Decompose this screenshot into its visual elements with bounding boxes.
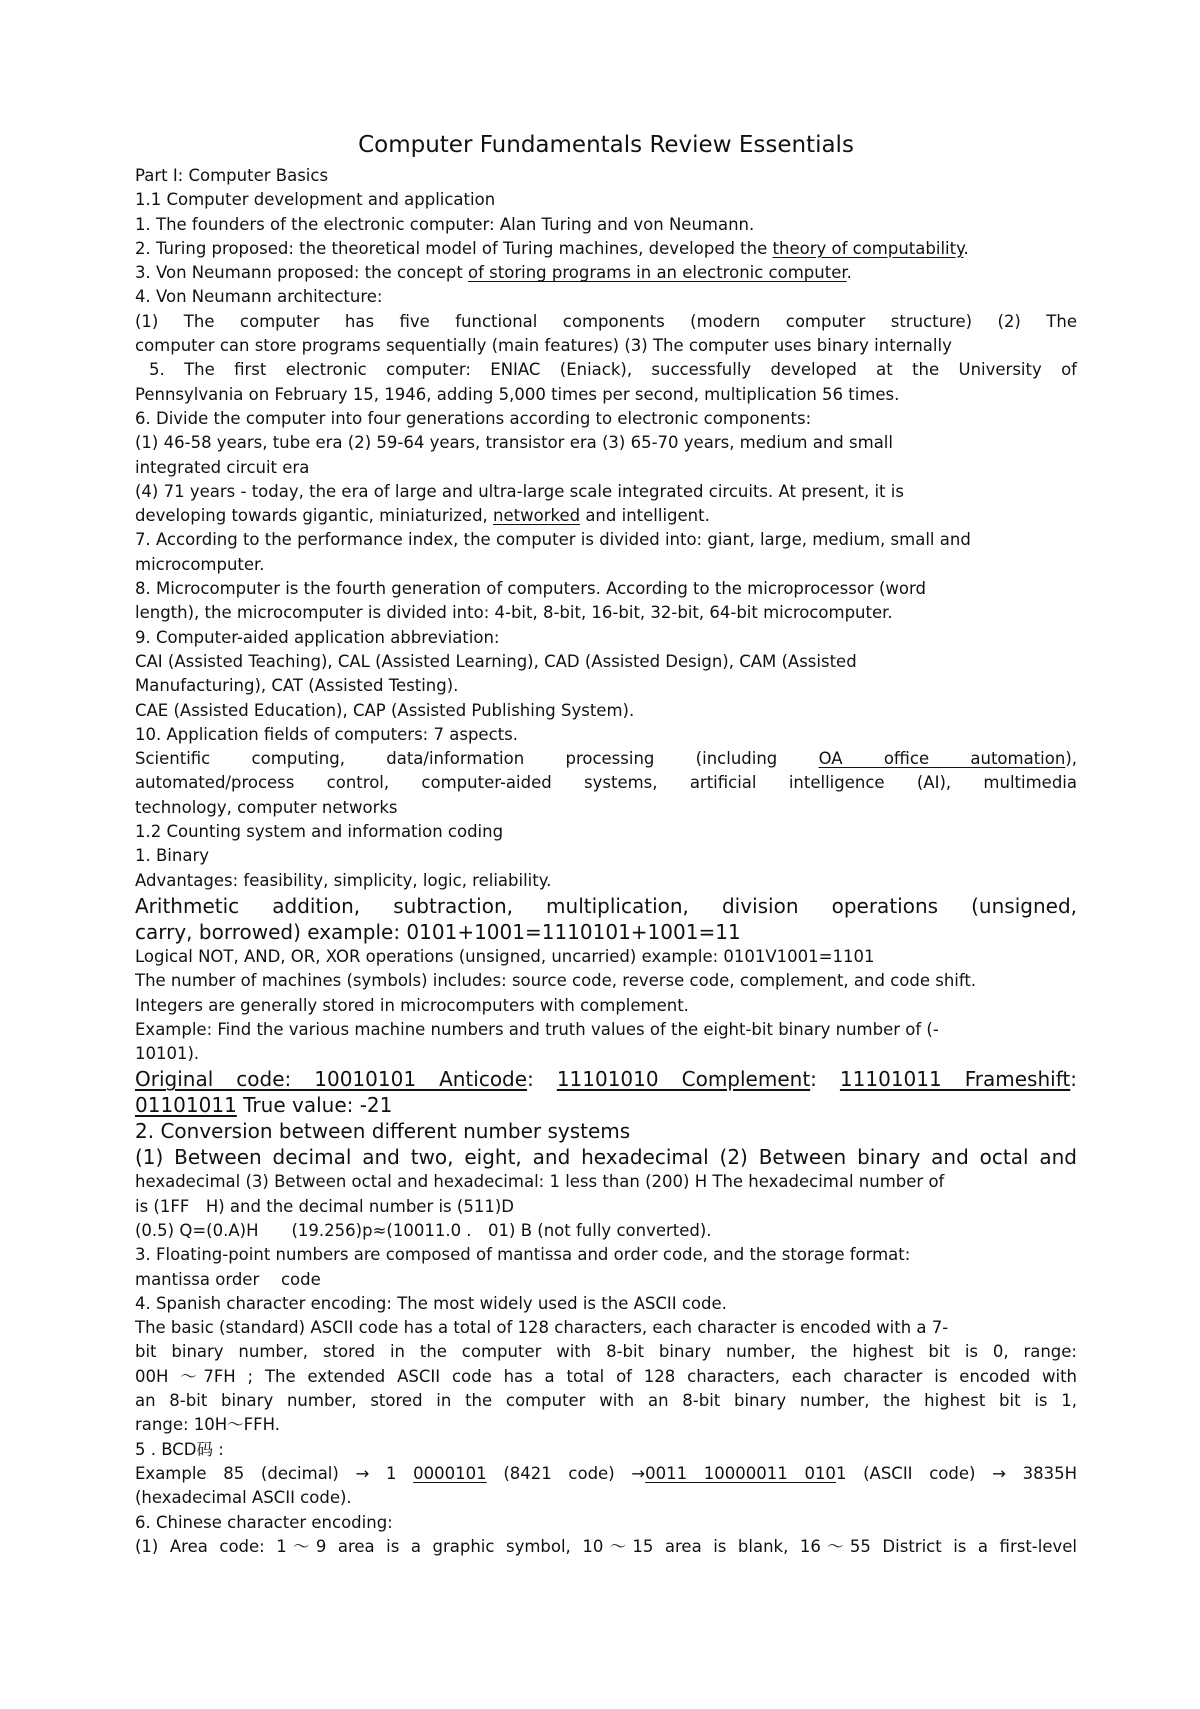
text-line: (0.5) Q=(0.A)H (19.256)p≈(10011.0 . 01) B (not fully converted). bbox=[135, 1220, 712, 1240]
text-line: CAE (Assisted Education), CAP (Assisted Publishing System). bbox=[135, 700, 635, 720]
text-line: 2. Conversion between different number systems bbox=[135, 1119, 631, 1144]
section-heading: 1.1 Computer development and application bbox=[135, 190, 496, 210]
text-line: range: 10H～FFH. bbox=[135, 1415, 281, 1435]
text-line: computer can store programs sequentially (main features) (3) The computer uses binary internally bbox=[135, 336, 952, 356]
text-line: CAI (Assisted Teaching), CAL (Assisted Learning), CAD (Assisted Design), CAM (Assisted bbox=[135, 651, 857, 671]
underlined-term: 0011 10000011 010 bbox=[645, 1463, 836, 1483]
machine-code-line: Original code: 10010101 Anticode: 11101010 Complement: 11101011 Frameshift: bbox=[135, 1067, 1077, 1092]
text-line: 7. According to the performance index, the computer is divided into: giant, large, medium, small and bbox=[135, 530, 971, 550]
text-line: Advantages: feasibility, simplicity, logic, reliability. bbox=[135, 870, 552, 890]
text-line: (1) Between decimal and two, eight, and hexadecimal (2) Between binary and octal and bbox=[135, 1145, 1077, 1170]
underlined-term: 11101011 Frameshift bbox=[839, 1067, 1071, 1092]
text-line: Logical NOT, AND, OR, XOR operations (unsigned, uncarried) example: 0101V1001=1101 bbox=[135, 946, 875, 966]
underlined-term: Original code: 10010101 Anticode bbox=[135, 1067, 528, 1092]
text-line: automated/process control, computer-aided systems, artificial intelligence (AI), multimedia bbox=[135, 773, 1077, 793]
text-line: bit binary number, stored in the computer with 8-bit binary number, the highest bit is 0, range: bbox=[135, 1342, 1077, 1362]
text-line: an 8-bit binary number, stored in the computer with an 8-bit binary number, the highest bit is 1, bbox=[135, 1391, 1077, 1411]
text-line: 00H ～7FH ; The extended ASCII code has a total of 128 characters, each character is encoded with bbox=[135, 1366, 1077, 1386]
text-line: technology, computer networks bbox=[135, 797, 398, 817]
text-line: 3. Von Neumann proposed: the concept of storing programs in an electronic computer. bbox=[135, 263, 852, 283]
text-line: carry, borrowed) example: 0101+1001=1110101+1001=11 bbox=[135, 919, 741, 944]
text-line: 3. Floating-point numbers are composed of mantissa and order code, and the storage format: bbox=[135, 1245, 911, 1265]
text-line: Integers are generally stored in microcomputers with complement. bbox=[135, 995, 689, 1015]
text-line: (1) The computer has five functional components (modern computer structure) (2) The bbox=[135, 311, 1077, 331]
text-line: microcomputer. bbox=[135, 554, 265, 574]
text-line: (1) Area code: 1～9 area is a graphic symbol, 10～15 area is blank, 16～55 District is a first-level bbox=[135, 1536, 1077, 1556]
text-line: Arithmetic addition, subtraction, multiplication, division operations (unsigned, bbox=[135, 893, 1077, 918]
text-line: Example: Find the various machine numbers and truth values of the eight-bit binary number of (- bbox=[135, 1019, 939, 1039]
underlined-term: 01101011 bbox=[135, 1093, 237, 1118]
text-line: integrated circuit era bbox=[135, 457, 310, 477]
text-line: Pennsylvania on February 15, 1946, adding 5,000 times per second, multiplication 56 times. bbox=[135, 384, 900, 404]
document-page bbox=[135, 128, 1077, 1559]
text-line: 10. Application fields of computers: 7 aspects. bbox=[135, 724, 518, 744]
text-line: hexadecimal (3) Between octal and hexadecimal: 1 less than (200) H The hexadecimal number of bbox=[135, 1172, 945, 1192]
text-line: The basic (standard) ASCII code has a total of 128 characters, each character is encoded with a 7- bbox=[135, 1318, 949, 1338]
text-line: length), the microcomputer is divided into: 4-bit, 8-bit, 16-bit, 32-bit, 64-bit microcomputer. bbox=[135, 603, 893, 623]
text-line: mantissa order code bbox=[135, 1269, 321, 1289]
text-line: 9. Computer-aided application abbreviation: bbox=[135, 627, 500, 647]
text-line: 2. Turing proposed: the theoretical model of Turing machines, developed the theory of computability. bbox=[135, 238, 969, 258]
underlined-term: 0000101 bbox=[413, 1463, 487, 1483]
machine-code-line: 01101011 True value: -21 bbox=[135, 1093, 393, 1118]
part-heading: Part I: Computer Basics bbox=[135, 166, 329, 185]
underlined-term: theory of computability bbox=[772, 238, 964, 258]
text-line: 10101). bbox=[135, 1044, 200, 1064]
text-line: 6. Divide the computer into four generations according to electronic components: bbox=[135, 408, 812, 428]
text-line: is (1FF H) and the decimal number is (511)D bbox=[135, 1196, 514, 1216]
text-line: Example 85 (decimal) → 1 0000101 (8421 code) →0011 10000011 0101 (ASCII code) → 3835H bbox=[135, 1463, 1077, 1483]
underlined-term: of storing programs in an electronic computer bbox=[468, 263, 847, 283]
text-line: (hexadecimal ASCII code). bbox=[135, 1488, 352, 1508]
underlined-term: networked bbox=[493, 506, 581, 526]
text-line: 8. Microcomputer is the fourth generation of computers. According to the microprocessor (word bbox=[135, 579, 926, 599]
text-line: developing towards gigantic, miniaturized, networked and intelligent. bbox=[135, 506, 710, 526]
text-line: 4. Spanish character encoding: The most widely used is the ASCII code. bbox=[135, 1293, 727, 1313]
underlined-term: 11101010 Complement bbox=[556, 1067, 811, 1092]
section-heading: 1.2 Counting system and information coding bbox=[135, 822, 504, 842]
text-line: (1) 46-58 years, tube era (2) 59-64 years, transistor era (3) 65-70 years, medium and small bbox=[135, 433, 893, 453]
text-line: Scientific computing, data/information processing (including OA office automation), bbox=[135, 749, 1078, 769]
text-line: 6. Chinese character encoding: bbox=[135, 1512, 393, 1532]
text-line: 4. Von Neumann architecture: bbox=[135, 287, 383, 307]
text-line: The number of machines (symbols) includes: source code, reverse code, complement, and code shift. bbox=[135, 971, 977, 991]
text-line: 1. Binary bbox=[135, 846, 210, 866]
document-title: Computer Fundamentals Review Essentials bbox=[358, 132, 854, 158]
text-line: 5 . BCD码 : bbox=[135, 1439, 224, 1459]
text-line: 5. The first electronic computer: ENIAC (Eniack), successfully developed at the University of bbox=[149, 360, 1077, 380]
text-line: 1. The founders of the electronic computer: Alan Turing and von Neumann. bbox=[135, 214, 755, 234]
underlined-term: OA office automation bbox=[818, 749, 1066, 769]
text-line: (4) 71 years - today, the era of large and ultra-large scale integrated circuits. At present, it is bbox=[135, 481, 904, 501]
text-line: Manufacturing), CAT (Assisted Testing). bbox=[135, 676, 459, 696]
